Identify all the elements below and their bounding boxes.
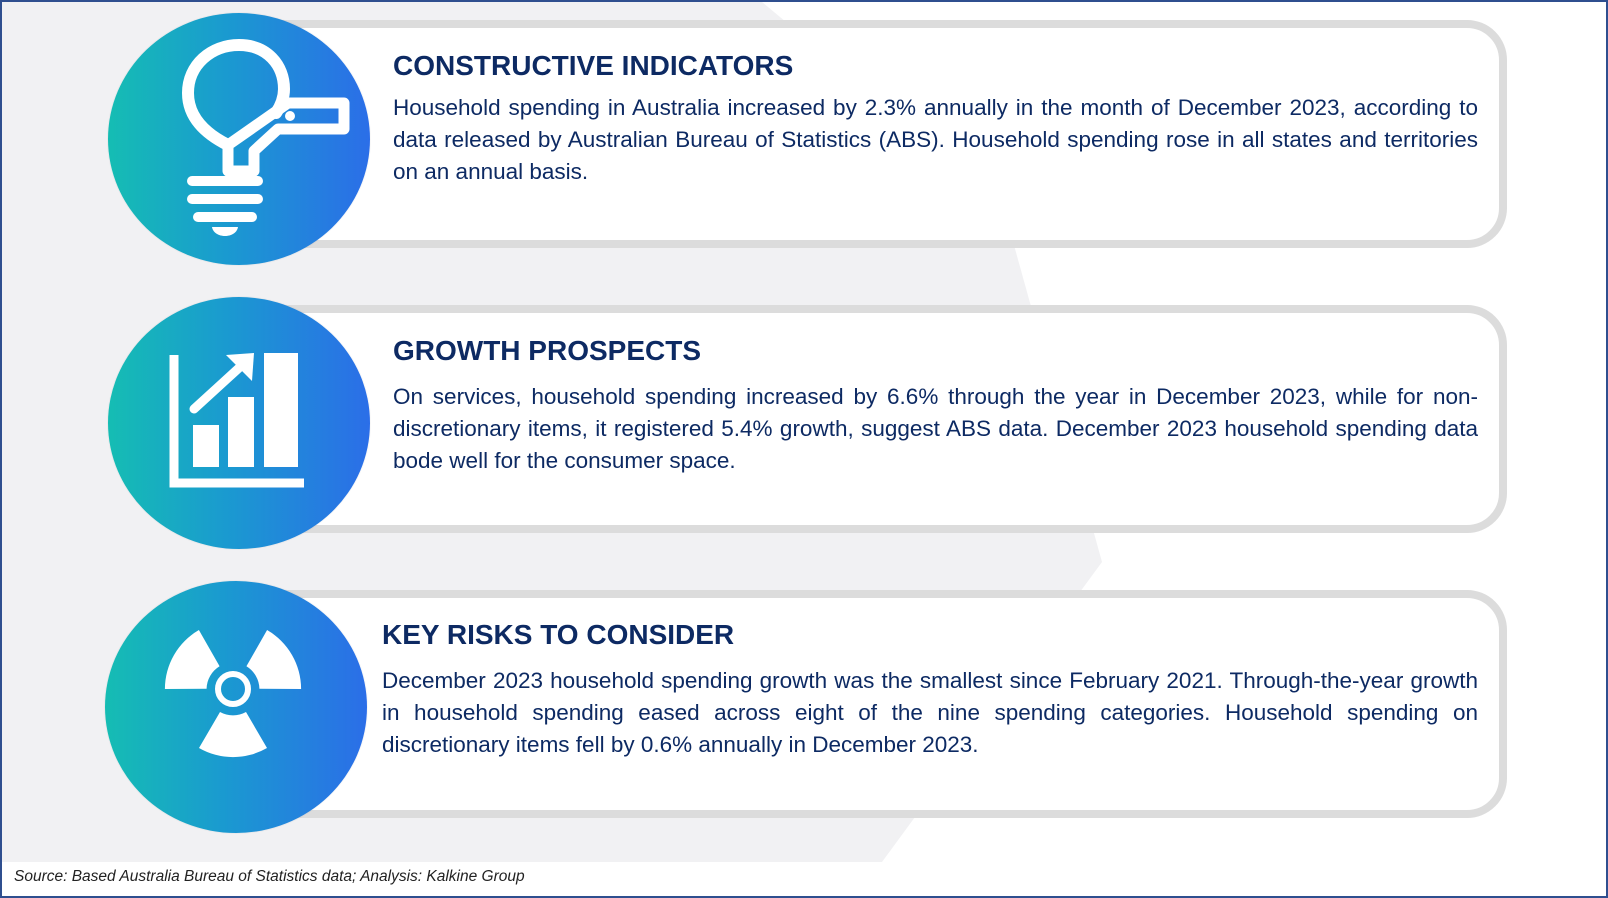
section-icon-circle	[108, 13, 370, 265]
section-title: CONSTRUCTIVE INDICATORS	[393, 50, 794, 81]
lightbulb-icon	[108, 13, 370, 265]
section-icon-circle	[108, 297, 370, 549]
source-note: Source: Based Australia Bureau of Statistics data; Analysis: Kalkine Group	[14, 868, 525, 885]
section-text-block	[393, 335, 1478, 477]
section-title: KEY RISKS TO CONSIDER	[382, 619, 735, 650]
section-icon-circle	[105, 581, 367, 833]
growth-chart-icon	[108, 297, 370, 549]
section-text-block	[382, 619, 1478, 761]
section-text-block	[393, 50, 1478, 188]
section-title: GROWTH PROSPECTS	[393, 335, 702, 366]
section-body: On services, household spending increased by 6.6% through the year in December 2023, while for non-discretionary items, it registered 5.4% growth, suggest ABS data. December 2023 household spending data bode well for the consumer space.	[393, 384, 1478, 473]
section-body: December 2023 household spending growth was the smallest since February 2021. Through-the-year growth in household spending eased across eight of the nine spending categories. Household spending on discretionary items fell by 0.6% annually in December 2023.	[382, 668, 1478, 757]
section-body: Household spending in Australia increased by 2.3% annually in the month of December 2023, according to data released by Australian Bureau of Statistics (ABS). Household spending rose in all states and territories on an annual basis.	[393, 95, 1478, 184]
radiation-hazard-icon	[105, 581, 367, 833]
